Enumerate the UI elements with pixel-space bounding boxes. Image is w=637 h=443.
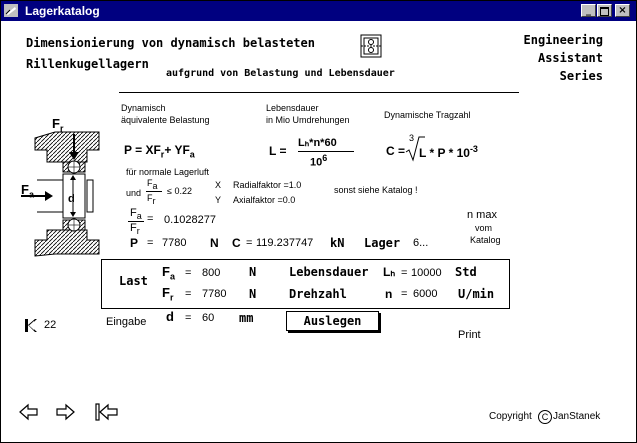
- y-factor-text: Axialfaktor =0.0: [233, 195, 296, 205]
- ratio-numerator: $F_a$: [130, 207, 142, 222]
- nmax-line2: vom: [475, 223, 493, 233]
- n-label: n: [385, 287, 393, 301]
- d-input-unit: mm: [239, 311, 254, 325]
- c-formula-lhs: C =: [386, 144, 406, 158]
- minimize-icon: _: [586, 5, 591, 16]
- maximize-button[interactable]: [597, 4, 612, 17]
- page-counter: 22: [44, 319, 57, 331]
- c-heading: Dynamische Tragzahl: [384, 110, 471, 120]
- bearing-icon: [360, 34, 382, 58]
- ratio-condition-denominator: $F_r$: [147, 193, 156, 206]
- l-heading-line2: in Mio Umdrehungen: [266, 115, 350, 125]
- x-factor-label: X: [215, 180, 222, 190]
- fa-label: $F_a$: [21, 182, 34, 200]
- d-label: d: [68, 193, 75, 205]
- app-icon: [4, 4, 18, 17]
- fa-input-label: $F_a$: [162, 264, 175, 282]
- fr-input-unit: N: [249, 287, 257, 301]
- d-input-label: d: [166, 309, 174, 324]
- page-title-line1: Dimensionierung von dynamisch belasteten: [26, 36, 315, 50]
- und-label: und: [126, 188, 142, 198]
- ratio-equals: =: [147, 213, 154, 225]
- p-heading-line1: Dynamisch: [121, 103, 166, 113]
- ratio-value: 0.1028277: [164, 214, 216, 226]
- l-formula-numerator: Lₕ*n*60: [298, 137, 337, 149]
- header-divider: [119, 92, 519, 93]
- window-title: Lagerkatalog: [25, 4, 100, 18]
- home-arrow-icon[interactable]: [95, 402, 119, 422]
- page-subtitle: aufgrund von Belastung und Lebensdauer: [166, 68, 395, 79]
- nmax-line3: Katalog: [470, 235, 501, 245]
- copyright-name: JanStanek: [553, 411, 601, 422]
- l-formula-lhs: L =: [269, 144, 287, 158]
- forward-arrow-icon[interactable]: [55, 402, 75, 422]
- copyright-symbol: C: [538, 410, 552, 424]
- lager-value: 6...: [413, 237, 429, 249]
- c-formula-radicand: L * P * $10^{-3}$: [419, 144, 478, 160]
- l-heading-line1: Lebensdauer: [266, 103, 319, 113]
- close-button[interactable]: [615, 4, 630, 17]
- p-result-unit: N: [210, 236, 219, 250]
- fa-input-field[interactable]: 800: [202, 267, 221, 279]
- nmax-line1: n max: [467, 209, 497, 221]
- lh-equals: =: [401, 267, 408, 279]
- fr-label: $F_r$: [52, 116, 64, 134]
- l-formula-fraction-bar: [298, 151, 354, 152]
- ratio-condition-numerator: $F_a$: [147, 178, 158, 191]
- normal-clearance-note: für normale Lagerluft: [126, 167, 210, 177]
- c-result-unit: kN: [330, 236, 345, 250]
- p-result-value: 7780: [162, 237, 187, 249]
- otherwise-note: sonst siehe Katalog !: [334, 185, 418, 195]
- c-result-label: C: [232, 236, 241, 250]
- p-result-equals: =: [147, 237, 154, 249]
- close-icon: ×: [618, 5, 627, 16]
- fr-input-label: $F_r$: [162, 285, 174, 303]
- copyright-prefix: Copyright: [489, 411, 532, 422]
- p-heading-line2: äquivalente Belastung: [121, 115, 210, 125]
- fa-input-unit: N: [249, 265, 257, 279]
- c-result-value: 119.237747: [256, 237, 314, 249]
- y-factor-label: Y: [215, 195, 222, 205]
- x-factor-text: Radialfaktor =1.0: [233, 180, 302, 190]
- n-equals: =: [401, 288, 408, 300]
- ratio-condition-bar: [146, 191, 162, 192]
- p-formula: $P = XF_r+ YF_a$: [124, 143, 195, 160]
- n-input-field[interactable]: 6000: [413, 288, 438, 300]
- lh-label: Lₕ: [383, 265, 396, 279]
- print-link[interactable]: Print: [458, 329, 481, 341]
- fa-input-equals: =: [185, 267, 192, 279]
- page-title-line2: Rillenkugellagern: [26, 57, 149, 71]
- lebensdauer-label: Lebensdauer: [289, 265, 369, 279]
- title-bar: [1, 1, 636, 21]
- app-name-line2: Assistant: [537, 51, 603, 65]
- p-result-label: P: [130, 236, 139, 250]
- d-input-equals: =: [185, 312, 192, 324]
- n-unit: U/min: [458, 287, 495, 301]
- l-formula-denominator: $10^6$: [310, 153, 328, 169]
- c-root-index: 3: [409, 133, 415, 143]
- eingabe-label: Eingabe: [106, 316, 147, 328]
- c-result-equals: =: [246, 237, 253, 249]
- app-name-line1: Engineering: [523, 33, 603, 47]
- lh-input-field[interactable]: 10000: [411, 267, 442, 279]
- card-icon: [25, 319, 37, 332]
- maximize-icon: [600, 7, 609, 16]
- fr-input-field[interactable]: 7780: [202, 288, 227, 300]
- minimize-button[interactable]: [581, 4, 596, 17]
- lh-unit: Std: [455, 265, 477, 279]
- ratio-denominator: $F_r$: [130, 222, 140, 237]
- auslegen-button[interactable]: Auslegen: [286, 311, 379, 331]
- d-input-field[interactable]: 60: [202, 312, 215, 324]
- drehzahl-label: Drehzahl: [289, 287, 347, 301]
- app-name-line3: Series: [559, 69, 603, 83]
- back-arrow-icon[interactable]: [19, 402, 39, 422]
- lager-label: Lager: [364, 236, 401, 250]
- last-label: Last: [119, 274, 148, 288]
- ratio-limit: ≤ 0.22: [167, 186, 192, 196]
- fr-input-equals: =: [185, 288, 192, 300]
